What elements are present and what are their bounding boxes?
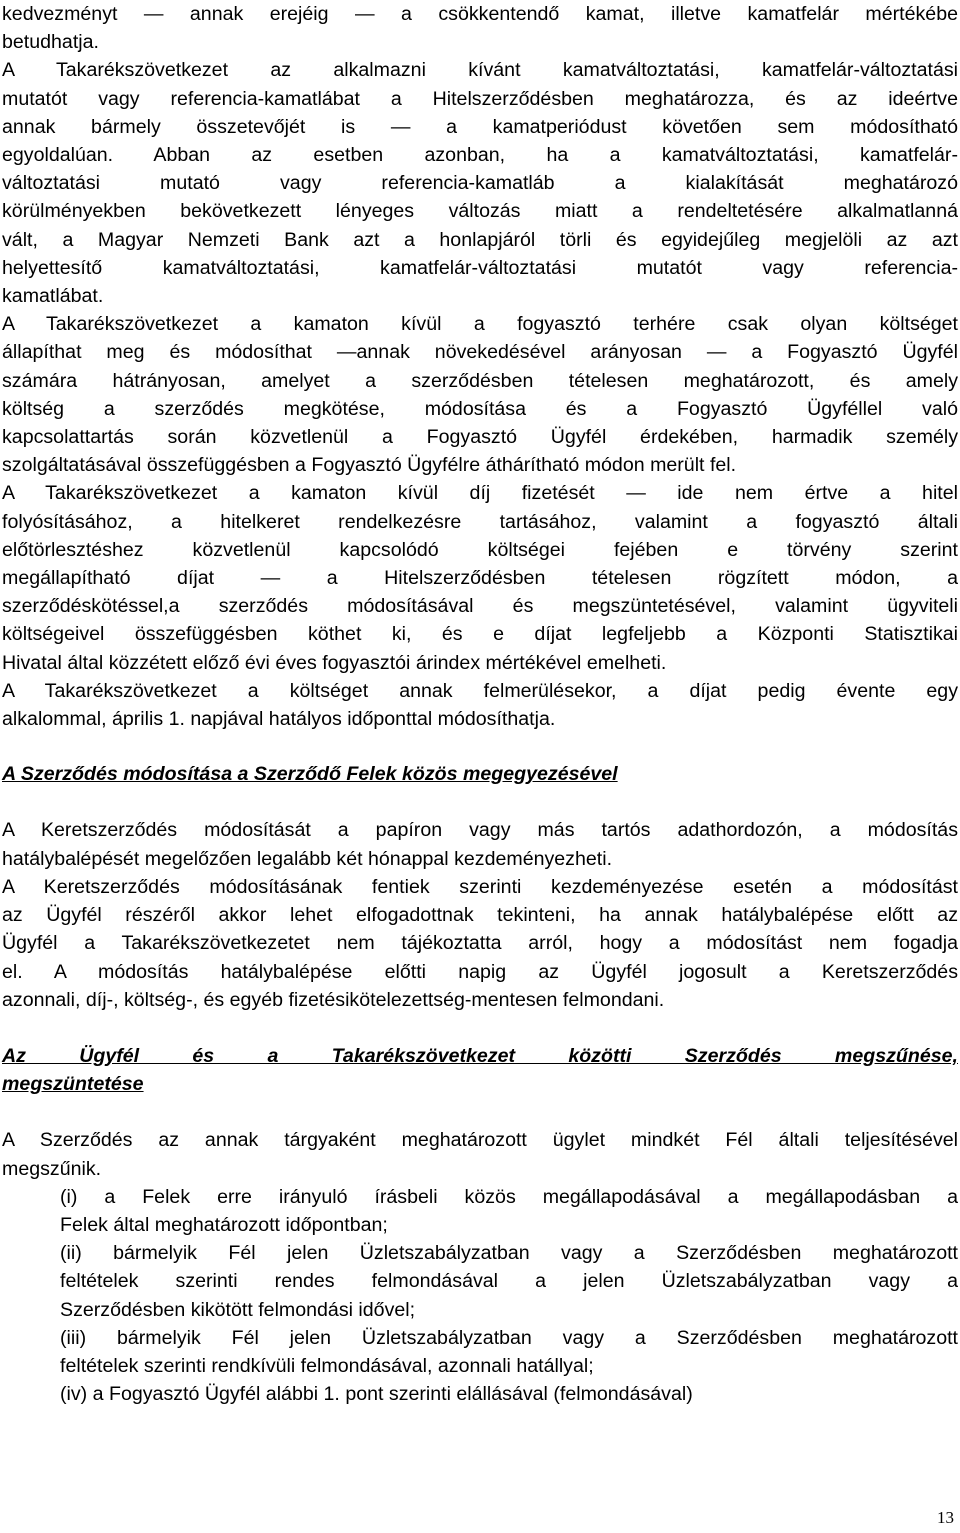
heading-line: Az Ügyfél és a Takarékszövetkezet közötti Szerződés megszűnése,: [2, 1044, 958, 1067]
text-line: kamatlábat.: [2, 285, 104, 308]
list-item: (iv) a Fogyasztó Ügyfél alábbi 1. pont szerinti elállásával (felmondásával): [60, 1383, 693, 1406]
text-line: hatálybalépését megelőzően legalább két hónappal kezdeményezheti.: [2, 847, 613, 870]
text-line: folyósításához, a hitelkeret rendelkezésre tartásához, valamint a fogyasztó általi: [2, 510, 958, 533]
list-item: Szerződésben kikötött felmondási idővel;: [60, 1298, 416, 1321]
text-line: kapcsolattartás során közvetlenül a Fogyasztó Ügyfél érdekében, harmadik személy: [2, 426, 958, 449]
list-item: feltételek szerinti rendkívüli felmondásával, azonnali hatállyal;: [60, 1354, 594, 1377]
text-line: változtatási mutató vagy referencia-kamatláb a kialakítását meghatározó: [2, 172, 958, 195]
section-heading-termination: [2, 1042, 958, 1098]
text-line: el. A módosítás hatálybalépése előtti napig az Ügyfél jogosult a Keretszerződés: [2, 960, 958, 983]
text-line: alkalommal, április 1. napjával hatályos időponttal módosíthatja.: [2, 708, 556, 731]
text-line: azonnali, díj-, költség-, és egyéb fizetésikötelezettség-mentesen felmondani.: [2, 988, 665, 1011]
text-line: Ügyfél a Takarékszövetkezetet nem tájékoztatta arról, hogy a módosítást nem fogadja: [2, 932, 958, 955]
text-line: A Keretszerződés módosításának fentiek szerinti kezdeményezése esetén a módosítást: [2, 875, 958, 898]
text-line: helyettesítő kamatváltoztatási, kamatfelár-változtatási mutatót vagy referencia-: [2, 256, 958, 279]
text-line: körülményekben bekövetkezett lényeges változás miatt a rendeltetésére alkalmatlanná: [2, 200, 958, 223]
text-line: megszűnik.: [2, 1157, 102, 1180]
list-item: (i) a Felek erre irányuló írásbeli közös megállapodásával a megállapodásban a: [60, 1185, 958, 1208]
text-line: A Takarékszövetkezet a kamaton kívül díj fizetését — ide nem értve a hitel: [2, 482, 958, 505]
heading-line: megszüntetése: [2, 1073, 144, 1096]
text-line: vált, a Magyar Nemzeti Bank azt a honlapjáról törli és egyidejűleg megjelöli az azt: [2, 228, 958, 251]
list-item: (ii) bármelyik Fél jelen Üzletszabályzatban vagy a Szerződésben meghatározott: [60, 1242, 958, 1265]
list-item: (iii) bármelyik Fél jelen Üzletszabályzatban vagy a Szerződésben meghatározott: [60, 1326, 958, 1349]
section-heading-modification: A Szerződés módosítása a Szerződő Felek közös megegyezésével: [2, 763, 618, 786]
paragraph-reference-rate: [2, 56, 958, 310]
text-line: A Keretszerződés módosítását a papíron vagy más tartós adathordozón, a módosítás: [2, 819, 958, 842]
text-line: kedvezményt — annak erejéig — a csökkentendő kamat, illetve kamatfelár mértékébe: [2, 3, 958, 25]
document-page: [2, 0, 958, 1408]
paragraph-costs: [2, 310, 958, 479]
paragraph-fees: [2, 479, 958, 676]
paragraph-termination: [2, 1126, 958, 1182]
text-line: költség a szerződés megkötése, módosítása és a Fogyasztó Ügyféllel való: [2, 397, 958, 420]
text-line: mutatót vagy referencia-kamatlábat a Hitelszerződésben meghatározza, és az ideértve: [2, 87, 958, 110]
text-line: előtörlesztéshez közvetlenül kapcsolódó költségei fejében e törvény szerint: [2, 538, 958, 561]
paragraph-initiation: [2, 816, 958, 872]
termination-list: [60, 1183, 958, 1409]
paragraph-discount-continuation: [2, 0, 958, 56]
text-line: A Szerződés az annak tárgyaként meghatározott ügylet mindkét Fél általi teljesítésével: [2, 1129, 958, 1152]
text-line: állapíthat meg és módosíthat —annak növekedésével arányosan — a Fogyasztó Ügyfél: [2, 341, 958, 364]
text-line: Hivatal által közzétett előző évi éves fogyasztói árindex mértékével emelheti.: [2, 651, 667, 674]
text-line: A Takarékszövetkezet az alkalmazni kívánt kamatváltoztatási, kamatfelár-változtatási: [2, 59, 958, 82]
text-line: szolgáltatásával összefüggésben a Fogyasztó Ügyfélre áthárítható módon merült fel.: [2, 454, 737, 477]
list-item: feltételek szerinti rendes felmondásával a jelen Üzletszabályzatban vagy a: [60, 1270, 958, 1293]
text-line: A Takarékszövetkezet a költséget annak felmerülésekor, a díjat pedig évente egy: [2, 679, 958, 702]
paragraph-annual-modification: [2, 677, 958, 733]
text-line: az Ügyfél részéről akkor lehet elfogadottnak tekinteni, ha annak hatálybalépése előtt az: [2, 904, 958, 927]
text-line: betudhatja.: [2, 31, 99, 54]
list-item: Felek által meghatározott időpontban;: [60, 1213, 388, 1236]
text-line: költségeivel összefüggésben köthet ki, és e díjat legfeljebb a Központi Statisztikai: [2, 623, 958, 646]
text-line: számára hátrányosan, amelyet a szerződésben tételesen meghatározott, és amely: [2, 369, 958, 392]
text-line: megállapítható díjat — a Hitelszerződésben tételesen rögzített módon, a: [2, 567, 958, 590]
text-line: annak bármely összetevőjét is — a kamatperiódust követően sem módosítható: [2, 115, 958, 138]
text-line: szerződéskötéssel,a szerződés módosításával és megszüntetésével, valamint ügyviteli: [2, 595, 958, 618]
text-line: egyoldalúan. Abban az esetben azonban, ha a kamatváltoztatási, kamatfelár-: [2, 144, 958, 167]
page-number: 13: [937, 1508, 954, 1527]
paragraph-acceptance: [2, 873, 958, 1014]
text-line: A Takarékszövetkezet a kamaton kívül a fogyasztó terhére csak olyan költséget: [2, 313, 958, 336]
